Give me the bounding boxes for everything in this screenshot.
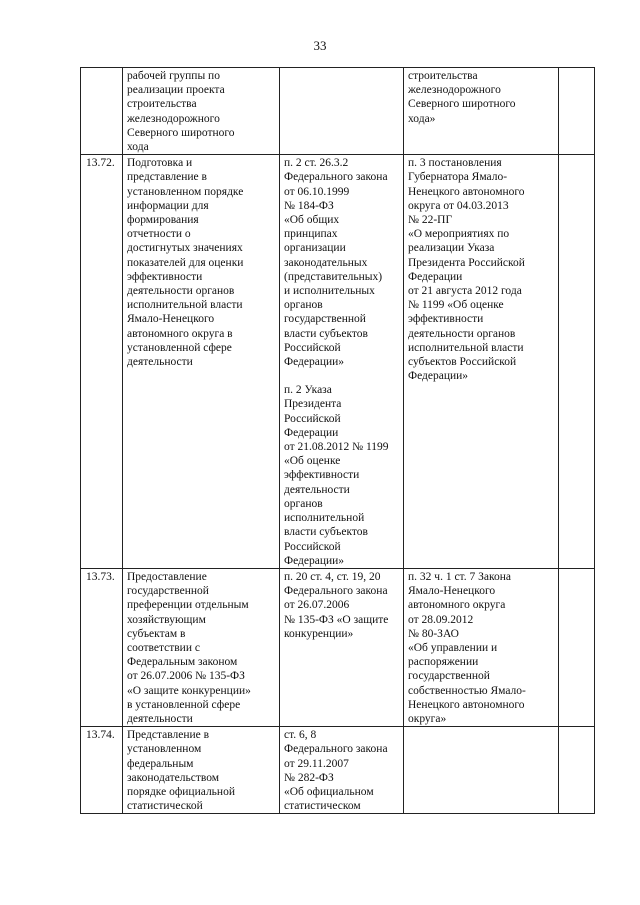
federal-basis-text: п. 20 ст. 4, ст. 19, 20 Федерального закона от 26.07.2006 № 135-ФЗ «О защите конкуренции» (284, 570, 389, 640)
notes-cell (559, 568, 595, 726)
notes-cell (559, 68, 595, 155)
federal-basis-text: п. 2 Указа Президента Российской Федерации от 21.08.2012 № 1199 «Об оценке эффективности деятельности органов исполнительной власти субъектов Российской Федерации» (284, 384, 389, 567)
federal-basis-text: ст. 6, 8 Федерального закона от 29.11.2007 № 282-ФЗ «Об официальном статистическом (284, 729, 388, 813)
regional-basis-cell (404, 727, 559, 814)
competency-name-cell-text: Представление в установленном федеральным законодательством порядке официальной статистической (127, 729, 235, 813)
page-number: 33 (313, 38, 327, 53)
regional-basis-cell (404, 68, 559, 155)
row-number-cell (81, 727, 123, 814)
regional-basis-cell-text: строительства железнодорожного Северного широтного хода» (408, 70, 516, 125)
federal-basis-cell (280, 727, 404, 814)
federal-basis-text: п. 2 ст. 26.3.2 Федерального закона от 06.10.1999 № 184-ФЗ «Об общих принципах организации законодательных (представительных) и исполнительных органов государственной власти субъектов Российской Федерации» (284, 157, 388, 369)
competency-name-cell-text: Подготовка и представление в установленном порядке информации для формирования отчетности о достигнутых значениях показателей для оценки эффективности деятельности органов исполнительной власти Ямало-Ненецкого автономного округа в установленной сфере деятельности (127, 157, 244, 369)
federal-basis-cell (280, 68, 404, 155)
table-row (81, 727, 595, 814)
competency-name-cell (123, 727, 280, 814)
competency-name-cell-text: Предоставление государственной преференции отдельным хозяйствующим субъектам в соответствии с Федеральным законом от 26.07.2006 № 135-ФЗ «О защите конкуренции» в установленной сфере деятельности (127, 570, 251, 725)
federal-basis-cell (280, 568, 404, 726)
competency-name-cell-text: рабочей группы по реализации проекта строительства железнодорожного Северного широтного хода (127, 70, 235, 154)
regional-basis-cell (404, 568, 559, 726)
row-number-cell (81, 155, 123, 569)
competency-name-cell (123, 568, 280, 726)
competencies-table (80, 67, 595, 814)
row-number-cell-text: 13.74. (86, 729, 115, 742)
table-row (81, 155, 595, 569)
paragraph-gap (284, 369, 400, 383)
row-number-cell-text: 13.73. (86, 570, 115, 583)
row-number-cell (81, 68, 123, 155)
regional-basis-cell (404, 155, 559, 569)
competency-name-cell (123, 155, 280, 569)
table-row (81, 568, 595, 726)
table-body (81, 68, 595, 814)
row-number-cell-text: 13.72. (86, 157, 115, 170)
regional-basis-cell-text: п. 32 ч. 1 ст. 7 Закона Ямало-Ненецкого автономного округа от 28.09.2012 № 80-ЗАО «Об управлении и распоряжении государственной собственностью Ямало- Ненецкого автономного округа» (408, 570, 526, 725)
notes-cell (559, 155, 595, 569)
row-number-cell (81, 568, 123, 726)
federal-basis-cell (280, 155, 404, 569)
notes-cell (559, 727, 595, 814)
competency-name-cell (123, 68, 280, 155)
table-row (81, 68, 595, 155)
regional-basis-cell-text: п. 3 постановления Губернатора Ямало- Ненецкого автономного округа от 04.03.2013 № 22-ПГ «О мероприятиях по реализации Указа Президента Российской Федерации от 21 августа 2012 года № 1199 «Об оценке эффективности деятельности органов исполнительной власти субъектов Российской Федерации» (408, 157, 525, 383)
